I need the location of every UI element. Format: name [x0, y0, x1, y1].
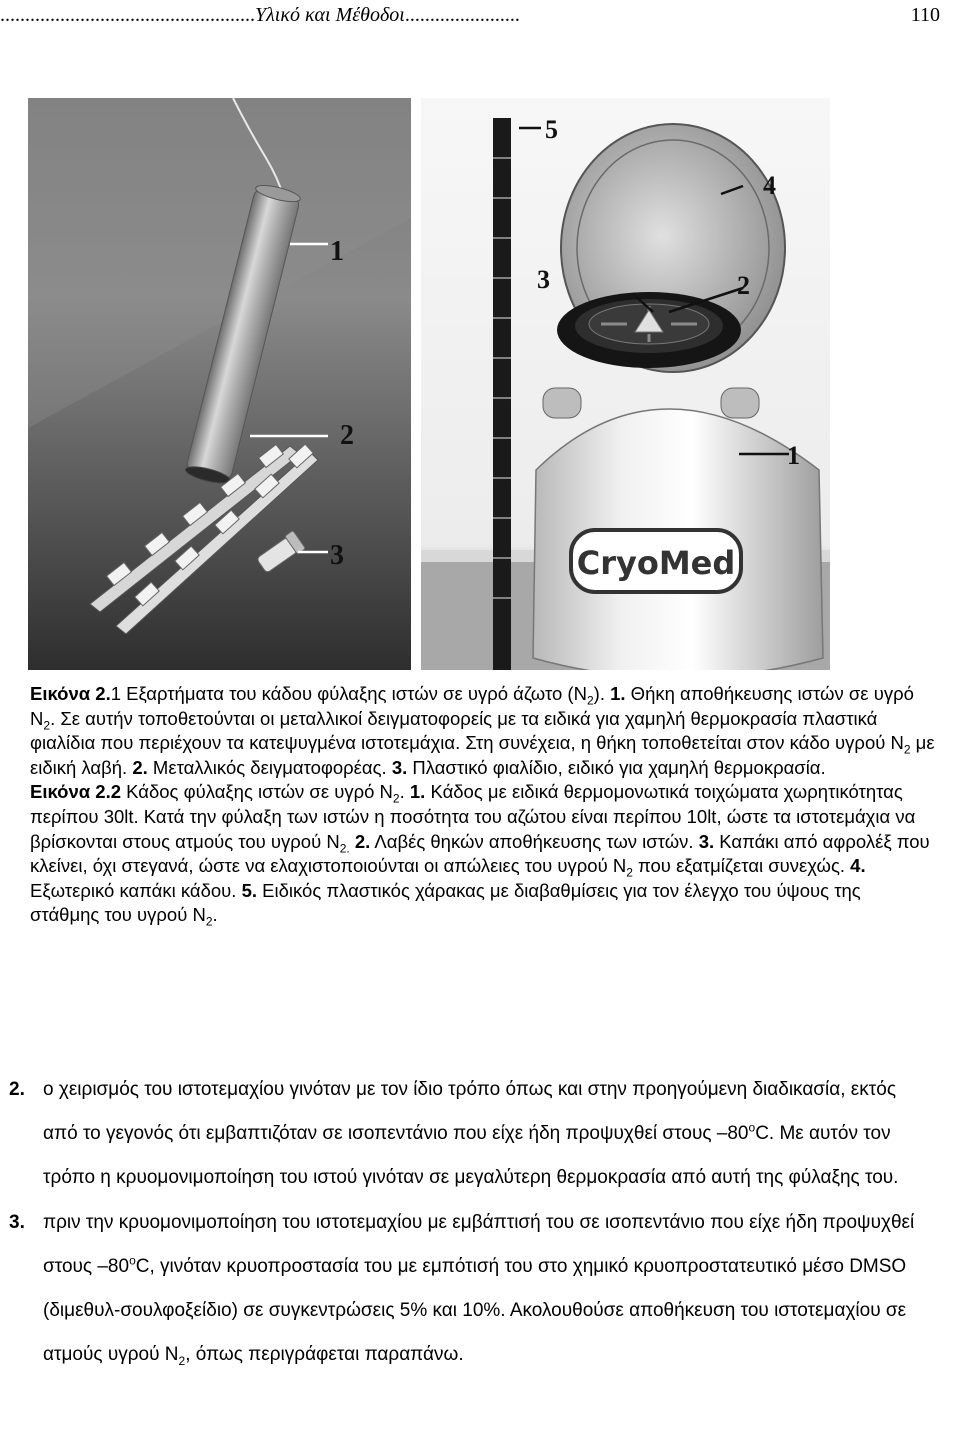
page-number: 110 [910, 4, 940, 26]
header-leader-right: ....................... [404, 4, 520, 26]
figure-2-callout-4: 4 [763, 171, 776, 200]
figure-2-callout-5: 5 [545, 115, 558, 144]
figure-captions [30, 682, 935, 928]
figure-2-1-label: Εικόνα 2. [30, 683, 111, 704]
header-title-line [0, 4, 520, 27]
figure-2-callout-2: 2 [737, 271, 750, 300]
cryomed-logo: CryoMed [576, 544, 736, 582]
figure-2-1-photo [28, 98, 411, 670]
list-item-number: 2. [9, 1079, 25, 1100]
list-item-number: 3. [9, 1211, 25, 1233]
figure-2-2-label: Εικόνα 2.2 [30, 781, 122, 803]
figure-1-callout-2: 2 [340, 420, 354, 451]
figure-2-callout-3: 3 [537, 265, 550, 294]
list-item-text: ο χειρισμός του ιστοτεμαχίου γινόταν με τον ίδιο τρόπο όπως και στην προηγούμενη διαδικασία, εκτός από το γεγονός ότι εμβαπτιζόταν σε ισοπεντάνιο που είχε ήδη προψυχθεί στους $-80^oC$. Με αυτόν τον τρόπο η κρυομονιμοποίηση του ιστού γινόταν σε μεγαλύτερη θερμοκρασία από αυτή της φύλαξης του. [43, 1079, 899, 1189]
methods-list [9, 1068, 934, 1377]
list-item-text: πριν την κρυομονιμοποίηση του ιστοτεμαχίου με εμβάπτισή του σε ισοπεντάνιο που είχε ήδη προψυχθεί στους $-80^oC$, γινόταν κρυοπροστασία του με εμπότισή του στο χημικό κρυοπροστατευτικό μέσο DMSO (διμεθυλ-σουλφοξείδιο) σε συγκεντρώσεις 5% και 10%. Ακολουθούσε αποθήκευση του ιστοτεμαχίου σε ατμούς υγρού $N_2$, όπως περιγράφεται παραπάνω. [43, 1211, 915, 1369]
figure-1-callout-1: 1 [330, 236, 344, 267]
figure-2-1-caption: Εικόνα 2.1 Εξαρτήματα του κάδου φύλαξης ιστών σε υγρό άζωτο $(N_2)$. 1. Θήκη αποθήκευσης ιστών σε υγρό $N_2$. Σε αυτήν τοποθετούνται οι μεταλλικοί δειγματοφορείς με τα ειδικά για χαμηλή θερμοκρασία πλαστικά φιαλίδια που περιέχουν τα κατεψυγμένα ιστοτεμάχια. Στη συνέχεια, η θήκη τοποθετείται στον κάδο υγρού $N_2$ με ειδική λαβή. 2. Μεταλλικός δειγματοφορέας. 3. Πλαστικό φιαλίδιο, ειδικό για χαμηλή θερμοκρασία. [30, 683, 935, 778]
figure-2-2-caption: Εικόνα 2.2 Κάδος φύλαξης ιστών σε υγρό $N_2$. 1. Κάδος με ειδικά θερμομονωτικά τοιχώματα χωρητικότητας περίπου 30lt. Κατά την φύλαξη των ιστών η ποσότητα του αζώτου είναι περίπου 10lt, ώστε τα ιστοτεμάχια να βρίσκονται στους ατμούς του υγρού $N_{2.}$ 2. Λαβές θηκών αποθήκευσης των ιστών. 3. Καπάκι από αφρολέξ που κλείνει, όχι στεγανά, ώστε να ελαχιστοποιούνται οι απώλειες του υγρού $N_2$ που εξατμίζεται συνεχώς. 4. Εξωτερικό καπάκι κάδου. 5. Ειδικός πλαστικός χάρακας με διαβαθμίσεις για τον έλεγχο του ύψους της στάθμης του υγρού $N_2$. [30, 781, 930, 930]
figure-2-callout-1: 1 [787, 441, 800, 470]
figure-1-callout-3: 3 [330, 540, 344, 571]
header-title: Υλικό και Μέθοδοι [255, 4, 405, 26]
figure-2-2-photo [421, 98, 830, 670]
list-item [9, 1201, 934, 1378]
page-header [0, 0, 940, 30]
header-leader-left: ................................................... [0, 4, 255, 26]
list-item [9, 1068, 934, 1201]
